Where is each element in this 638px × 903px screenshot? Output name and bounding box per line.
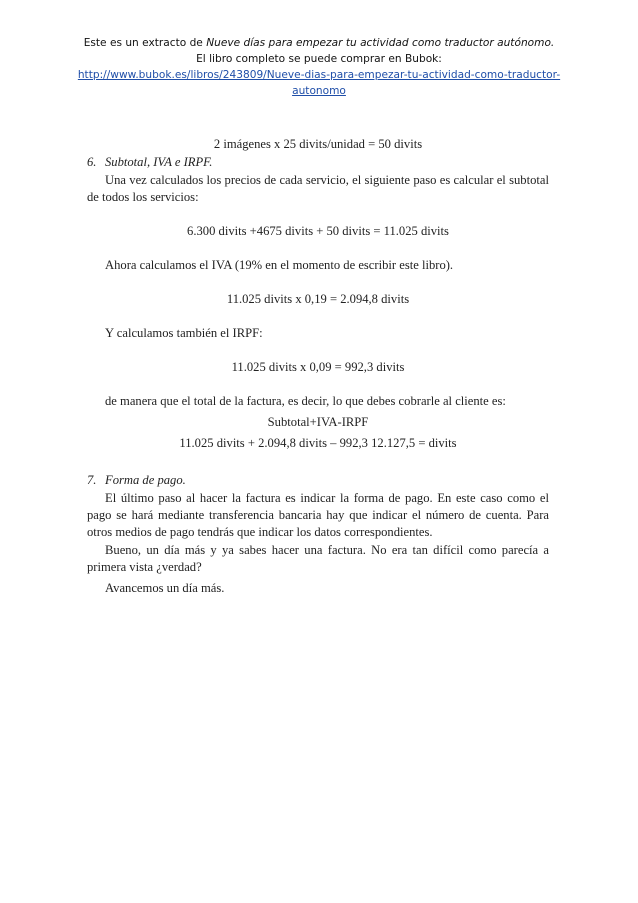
equation-subtotal: 6.300 divits +4675 divits + 50 divits = 11.025 divits — [187, 224, 449, 238]
header-prefix: Este es un extracto de — [83, 37, 207, 49]
bubok-link[interactable] — [60, 67, 578, 99]
equation-formula: Subtotal+IVA-IRPF — [267, 415, 369, 429]
section-6-number: 6. — [87, 155, 97, 169]
bubok-link-line-1[interactable]: http://www.bubok.es/libros/243809/Nueve-dias-para-empezar-tu-actividad-como-traductor- — [77, 69, 561, 81]
book-title: Nueve días para empezar tu actividad como traductor autónomo. — [206, 37, 555, 49]
section-7-heading — [87, 472, 549, 489]
paragraph-irpf: Y calculamos también el IRPF: — [105, 326, 263, 340]
section-7-number: 7. — [87, 473, 97, 487]
equation-irpf: 11.025 divits x 0,09 = 992,3 divits — [231, 360, 405, 374]
paragraph-subtotal: Una vez calculados los precios de cada servicio, el siguiente paso es calcular el subtotal de todos los servicios: — [87, 173, 549, 204]
paragraph-pago: El último paso al hacer la factura es indicar la forma de pago. En este caso como el pago se hará mediante transferencia bancaria hay que indicar el número de cuenta. Para otros medios de pago tendrás que indicar los datos correspondientes. — [87, 491, 549, 539]
paragraph-bueno: Bueno, un día más y ya sabes hacer una factura. No era tan difícil como parecía a primera vista ¿verdad? — [87, 543, 549, 574]
bubok-link-line-2[interactable]: autonomo — [292, 85, 346, 97]
equation-iva: 11.025 divits x 0,19 = 2.094,8 divits — [226, 292, 410, 306]
header-line-2: El libro completo se puede comprar en Bubok: — [196, 53, 442, 65]
section-6-heading — [87, 154, 549, 171]
section-6-title: Subtotal, IVA e IRPF. — [105, 155, 213, 169]
document-body — [87, 136, 549, 597]
equation-images: 2 imágenes x 25 divits/unidad = 50 divits — [213, 137, 423, 151]
header-line-1 — [60, 35, 578, 51]
equation-total: 11.025 divits + 2.094,8 divits – 992,3 12.127,5 = divits — [179, 436, 457, 450]
paragraph-iva: Ahora calculamos el IVA (19% en el momento de escribir este libro). — [105, 258, 454, 272]
section-7-title: Forma de pago. — [105, 473, 186, 487]
page-header — [60, 35, 578, 99]
paragraph-total: de manera que el total de la factura, es decir, lo que debes cobrarle al cliente es: — [105, 394, 506, 408]
paragraph-avancemos: Avancemos un día más. — [105, 581, 225, 595]
